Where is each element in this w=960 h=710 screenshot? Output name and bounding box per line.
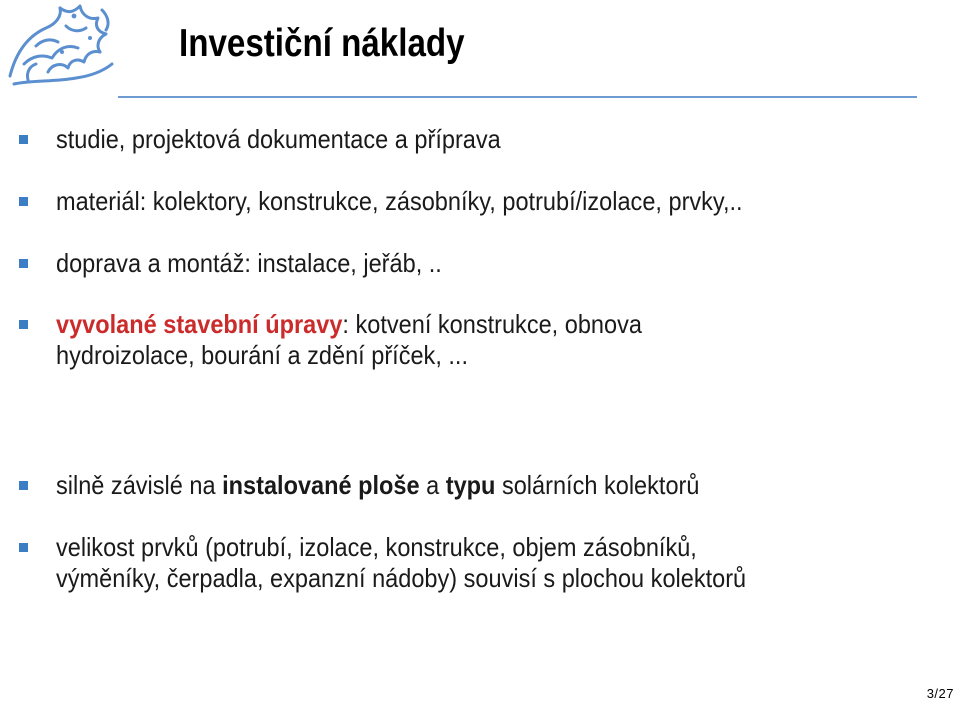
- bullet-text-segment: výměníky, čerpadla, expanzní nádoby) souvisí s plochou kolektorů: [56, 563, 747, 593]
- bullet-text-segment: silně závislé na: [56, 470, 223, 500]
- bullet-emphasis-segment: vyvolané stavební úpravy: [56, 309, 343, 339]
- bullet-text-segment: velikost prvků (potrubí, izolace, konstrukce, objem zásobníků,: [56, 532, 697, 562]
- bullet-text: [56, 470, 943, 501]
- bullet-square-icon: [19, 135, 28, 144]
- bullet-text: [56, 532, 943, 594]
- bullet-square-icon: [19, 320, 28, 329]
- bullet-text: [56, 309, 943, 371]
- bullet-text-segment: hydroizolace, bourání a zdění příček, ...: [56, 340, 469, 370]
- bullet-text-segment: studie, projektová dokumentace a příprava: [56, 124, 501, 154]
- bullet-text: [56, 186, 943, 217]
- bullet-text-segment: a: [419, 470, 446, 500]
- bullet-text: [56, 124, 943, 155]
- bullet-square-icon: [19, 259, 28, 268]
- bullet-text: [56, 248, 943, 279]
- bullet-emphasis-segment: instalované ploše: [222, 470, 420, 500]
- bullet-text-segment: solárních kolektorů: [495, 470, 700, 500]
- bullet-square-icon: [19, 543, 28, 552]
- slide-title: Investiční náklady: [179, 22, 465, 65]
- bullet-text-segment: : kotvení konstrukce, obnova: [342, 309, 642, 339]
- bullet-square-icon: [19, 197, 28, 206]
- bullet-square-icon: [19, 481, 28, 490]
- bullet-text-segment: materiál: kolektory, konstrukce, zásobníky, potrubí/izolace, prvky,..: [56, 186, 743, 216]
- page-counter: 3/27: [926, 686, 954, 701]
- bullet-emphasis-segment: typu: [445, 470, 496, 500]
- bullet-text-segment: doprava a montáž: instalace, jeřáb, ..: [56, 248, 442, 278]
